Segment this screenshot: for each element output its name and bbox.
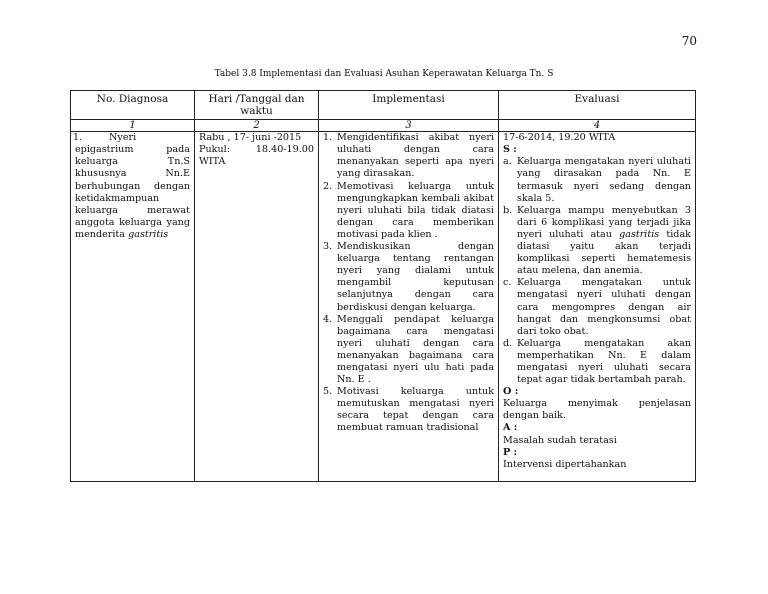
pukul-value: 18.40-19.00 [255, 144, 314, 156]
list-item [503, 205, 691, 278]
o-text: Keluarga menyimak penjelasan dengan baik. [503, 398, 691, 422]
evaluasi-datetime: 17-6-2014, 19.20 WITA [503, 132, 616, 144]
header-row [71, 91, 696, 120]
a-label: A : [503, 422, 518, 434]
list-item [323, 241, 494, 314]
page-number: 70 [681, 34, 697, 48]
p-text: Intervensi dipertahankan [503, 458, 627, 470]
implementation-evaluation-table [70, 90, 696, 482]
diagnosa-first-word: Nyeri [109, 132, 137, 144]
item-number: 4. [323, 313, 333, 325]
header-hari-tanggal: Hari /Tanggal dan waktu [195, 91, 319, 120]
col-number: 3 [319, 120, 499, 132]
column-number-row [71, 120, 696, 132]
list-item [323, 132, 494, 180]
item-text: Keluarga mengatakan akan memperhatikan Nn. E dalam mengatasi nyeri uluhati secara tepat agar tidak bertambah parah. [517, 337, 691, 386]
list-item [503, 277, 691, 337]
item-italic: gastritis [619, 228, 660, 240]
hari-date: Rabu , 17- juni -2015 [199, 132, 302, 144]
diagnosa-text: epigastrium pada keluarga Tn.S khususnya Nn.E berhubungan dengan ketidakmampuan keluarga merawat anggota keluarga yang menderita [75, 144, 190, 240]
item-text: tidak diatasi yaitu akan terjadi komplikasi seperti hematemesis atau melena, dan anemia. [517, 228, 691, 277]
diagnosa-cell [71, 132, 195, 482]
hari-cell [195, 132, 319, 482]
item-number: 1. [323, 132, 333, 144]
item-text: Memotivasi keluarga untuk mengungkapkan kembali akibat nyeri uluhati bila tidak diatasi dengan cara memberikan motivasi pada klien . [337, 180, 494, 240]
list-item [503, 338, 691, 386]
item-text: Mengidentifikasi akibat nyeri uluhati dengan cara menanyakan seperti apa nyeri yang dirasakan. [337, 132, 494, 180]
item-marker: b. [503, 204, 513, 216]
item-marker: a. [503, 156, 512, 168]
item-text: Keluarga mengatakan untuk mengatasi nyeri uluhati dengan cara mengompres dengan air hangat dan mengkonsumsi obat dari toko obat. [517, 277, 691, 337]
header-no-diagnosa: No. Diagnosa [71, 91, 195, 120]
table-caption: Tabel 3.8 Implementasi dan Evaluasi Asuhan Keperawatan Keluarga Tn. S [214, 69, 554, 79]
diagnosa-italic: gastritis [128, 228, 169, 240]
table-row [71, 132, 696, 482]
list-item [503, 156, 691, 204]
item-text: Keluarga mampu menyebutkan 3 dari 6 komplikasi yang terjadi jika nyeri uluhati atau [517, 204, 691, 240]
item-text: Menggali pendapat keluarga bagaimana cara mengatasi nyeri uluhati dengan cara menanyakan bagaimana cara mengatasi nyeri ulu hati pada Nn. E . [337, 313, 494, 386]
item-text: Keluarga mengatakan nyeri uluhati yang dirasakan pada Nn. E termasuk nyeri sedang dengan skala 5. [517, 156, 691, 204]
pukul-label: Pukul: [199, 144, 230, 156]
item-marker: c. [503, 277, 512, 289]
list-item [323, 386, 494, 434]
col-number: 2 [195, 120, 319, 132]
list-item [323, 314, 494, 387]
a-text: Masalah sudah teratasi [503, 434, 617, 446]
item-number: 5. [323, 386, 333, 398]
implementasi-cell [319, 132, 499, 482]
col-number: 4 [499, 120, 696, 132]
item-text: Motivasi keluarga untuk memutuskan mengatasi nyeri secara tepat dengan cara membuat ramuan tradisional [337, 386, 494, 434]
header-implementasi: Implementasi [319, 91, 499, 120]
col-number: 1 [71, 120, 195, 132]
item-marker: d. [503, 337, 513, 349]
header-evaluasi: Evaluasi [499, 91, 696, 120]
s-label: S : [503, 144, 517, 156]
item-text: Mendiskusikan dengan keluarga tentang rentangan nyeri yang dialami untuk mengambil keputusan selanjutnya dengan cara berdiskusi dengan keluarga. [337, 241, 494, 313]
o-label: O : [503, 386, 519, 398]
diagnosa-number: 1. [73, 132, 83, 144]
item-number: 3. [323, 241, 333, 253]
evaluasi-cell [499, 132, 696, 482]
list-item [323, 181, 494, 241]
item-number: 2. [323, 180, 333, 192]
p-label: P : [503, 446, 518, 458]
time-zone: WITA [199, 156, 226, 168]
